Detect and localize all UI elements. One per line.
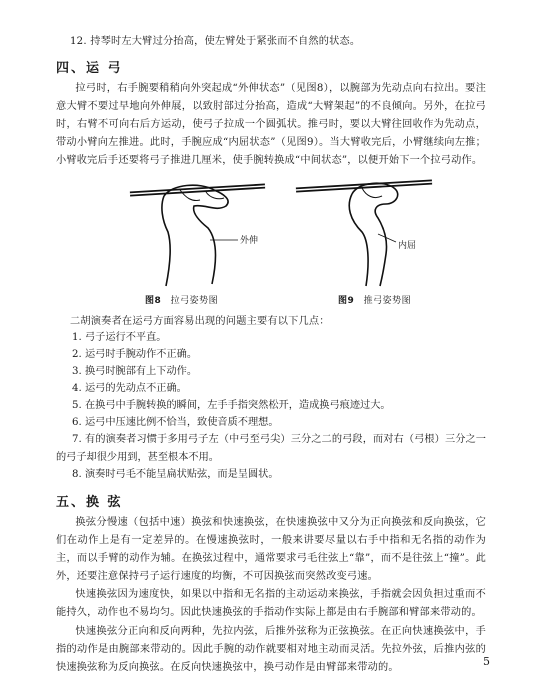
section5-paragraph: 快速换弦分正向和反向两种，先拉内弦，后推外弦称为正弦换弦。在正向快速换弦中，手指的动作是由腕部来带动的。因此手腕的动作就要相对地主动而灵活。先拉外弦，后推内弦的快速换弦称为反向换弦。在反向快速换弦中，换弓动作是由臂部来带动的。 xyxy=(56,626,486,673)
section5-paragraph: 换弦分慢速（包括中速）换弦和快速换弦，在快速换弦中又分为正向换弦和反向换弦，它们在动作上是有一定差异的。在慢速换弦时，一般来讲要尽量以右手中指和无名指的动作为主，而以手臂的动作为辅。在换弦过程中，通常要求弓毛往弦上“靠”，而不是往弦上“撞”。此外，还要注意保持弓子运行速度的均衡，不可因换弦而突然改变弓速。 xyxy=(56,517,486,582)
section4-heading: 四、运 弓 xyxy=(56,61,123,76)
problem-item: 6. 运弓中压速比例不恰当，致使音质不理想。 xyxy=(72,417,279,428)
section4-paragraph: 拉弓时，右手腕要稍稍向外突起成“外伸状态”（见图8），以腕部为先动点向右拉出。要注意大臂不要过早地向外伸展，以致肘部过分抬高，造成“大臂架起”的不良倾向。另外，在拉弓时，右臂不可向右后方运动，使弓子拉成一个圆弧状。推弓时，要以大臂往回收作为先动点，带动小臂向左推进。此时，手腕应成“内屈状态”（见图9）。当大臂收完后，小臂继续向左推；小臂收完后手还要将弓子推进几厘米，使手腕转换成“中间状态”，以便开始下一个拉弓动作。 xyxy=(56,83,486,166)
bow-hand-extended-drawing xyxy=(120,176,270,288)
problem-item: 4. 运弓的先动点不正确。 xyxy=(72,383,187,394)
figure-8-illustration xyxy=(120,176,270,288)
figure-8-number: 图8 xyxy=(145,296,162,306)
problem-item: 1. 弓子运行不平直。 xyxy=(72,332,167,343)
problems-intro: 二胡演奏者在运弓方面容易出现的问题主要有以下几点： xyxy=(70,316,330,327)
figure-8-title: 拉弓姿势图 xyxy=(170,296,219,306)
problem-item: 7. 有的演奏者习惯于多用弓子左（中弓至弓尖）三分之二的弓段，而对右（弓根）三分之一的弓子却很少用到，甚至根本不用。 xyxy=(56,434,486,463)
problem-item: 8. 演奏时弓毛不能呈扁状贴弦，而是呈圆状。 xyxy=(72,469,279,480)
figure-9-caption xyxy=(338,293,411,306)
figure-8-label: 外伸 xyxy=(240,236,259,246)
problem-item: 2. 运弓时手腕动作不正确。 xyxy=(72,349,198,360)
figure-9-illustration xyxy=(292,174,442,288)
figure-9-title: 推弓姿势图 xyxy=(363,296,412,306)
page-number: 5 xyxy=(483,655,490,668)
top-list-item: 12. 持琴时左大臂过分抬高，使左臂处于紧张而不自然的状态。 xyxy=(70,36,361,47)
problem-item: 5. 在换弓中手腕转换的瞬间，左手手指突然松开，造成换弓痕迹过大。 xyxy=(72,400,391,411)
bow-hand-flexed-drawing xyxy=(292,174,442,288)
section5-heading: 五、换 弦 xyxy=(56,495,123,510)
section5-paragraph: 快速换弦因为速度快，如果以中指和无名指的主动运动来换弦，手指就会因负担过重而不能持久，动作也不易均匀。因此快速换弦的手指动作实际上都是由右手腕部和臂部来带动的。 xyxy=(56,589,486,618)
problem-item: 3. 换弓时腕部有上下动作。 xyxy=(72,366,198,377)
figure-8-caption xyxy=(145,293,218,306)
figure-9-number: 图9 xyxy=(338,296,355,306)
figure-9-label: 内屈 xyxy=(398,241,417,251)
